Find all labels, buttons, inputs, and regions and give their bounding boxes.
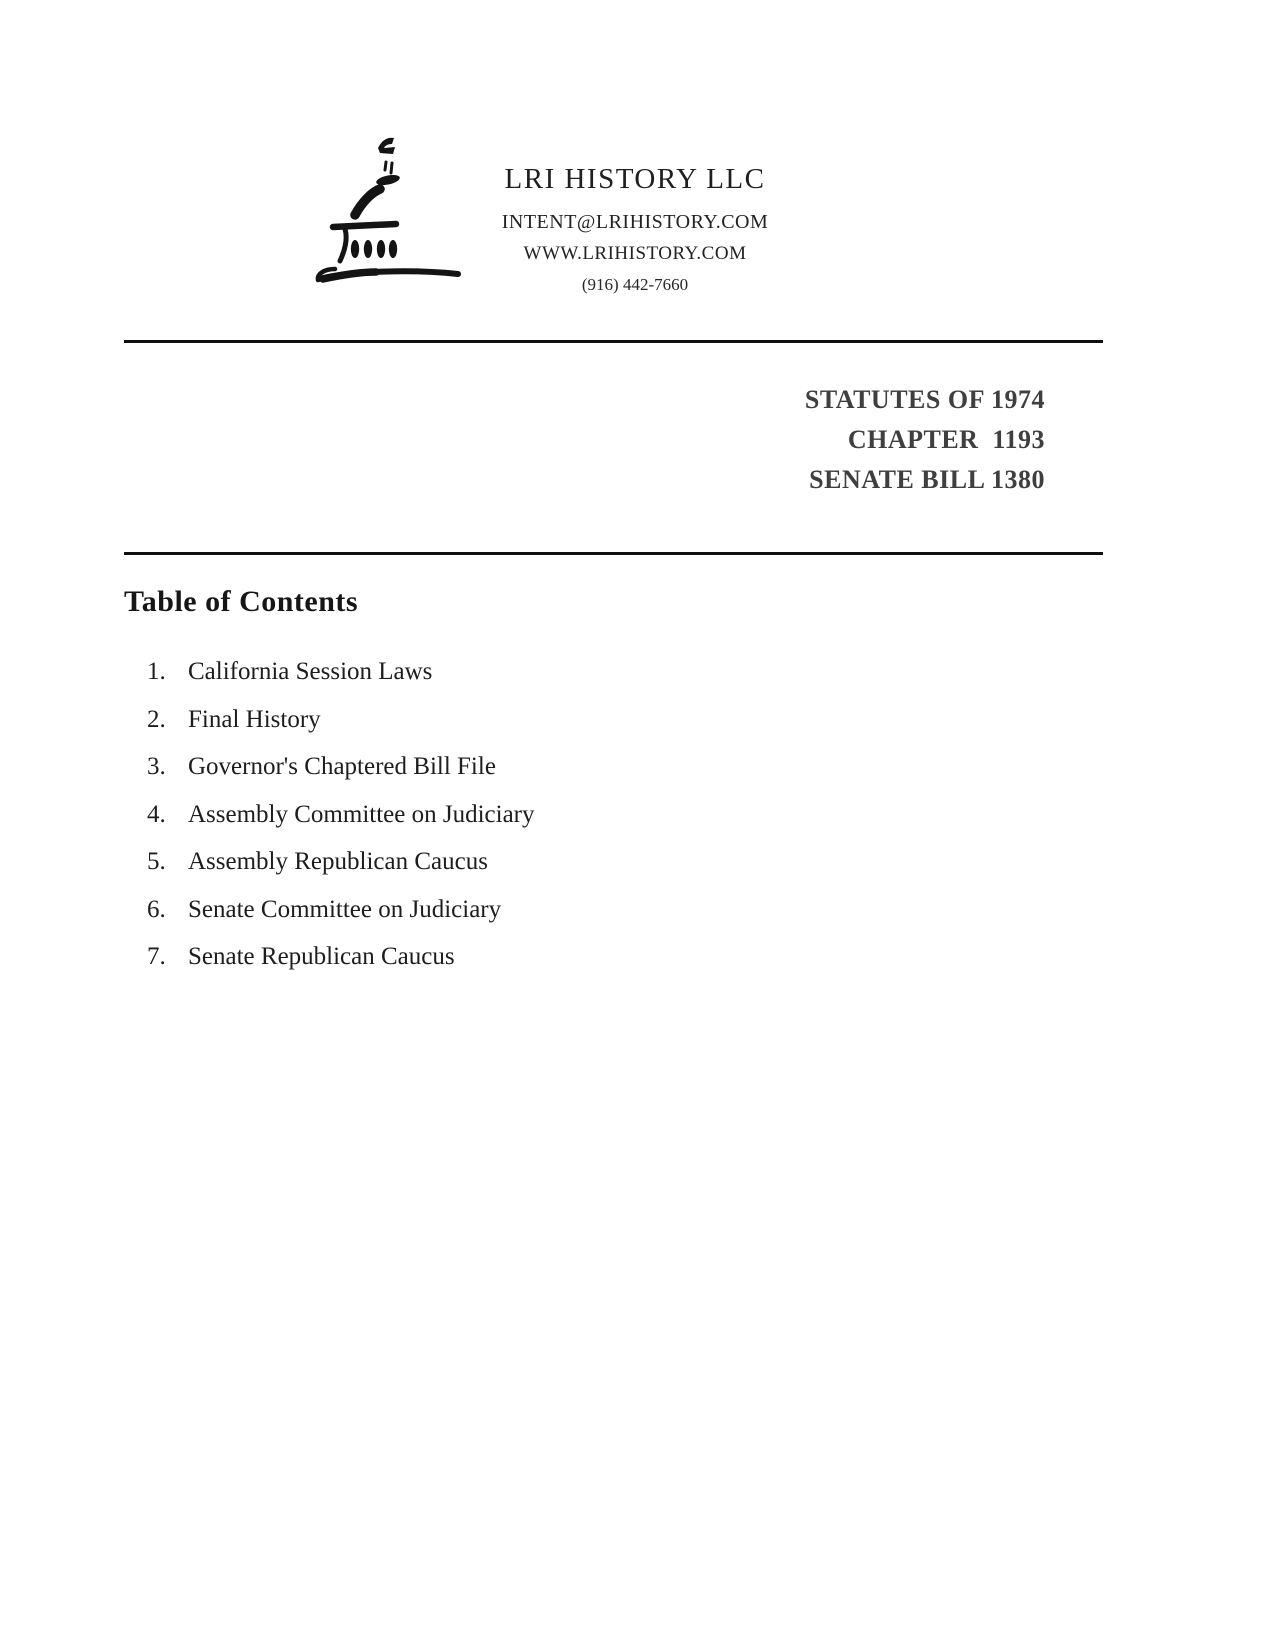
company-email: INTENT@LRIHISTORY.COM <box>501 211 769 233</box>
statutes-year-line: STATUTES OF 1974 <box>804 385 1045 414</box>
toc-item-label: Senate Republican Caucus <box>188 943 455 970</box>
toc-item-number: 4. <box>147 800 166 828</box>
toc-item-number: 3. <box>147 753 166 780</box>
toc-item <box>147 706 534 754</box>
toc-item-label: Assembly Committee on Judiciary <box>188 800 535 828</box>
toc-item-number: 7. <box>147 943 166 970</box>
toc-item-label: Governor's Chaptered Bill File <box>188 753 496 780</box>
divider-bottom <box>124 552 1103 555</box>
chapter-line: CHAPTER 1193 <box>847 425 1045 454</box>
toc-item <box>147 943 534 991</box>
senate-bill-line: SENATE BILL 1380 <box>809 465 1045 494</box>
toc-item-number: 5. <box>147 848 166 875</box>
letterhead <box>420 162 850 296</box>
company-phone: (916) 442-7660 <box>581 275 689 294</box>
toc-item-number: 1. <box>147 658 166 685</box>
toc-item-label: Final History <box>188 705 321 733</box>
toc-item <box>147 753 534 801</box>
toc-item <box>147 896 534 944</box>
company-name: LRI HISTORY LLC <box>504 163 766 195</box>
company-website: WWW.LRIHISTORY.COM <box>523 243 747 264</box>
toc-item <box>147 658 534 706</box>
toc-item-number: 2. <box>147 705 166 733</box>
toc-item-label: California Session Laws <box>188 658 433 685</box>
statute-reference <box>600 380 1045 500</box>
toc-heading: Table of Contents <box>124 585 359 618</box>
toc-item <box>147 801 534 849</box>
toc-item-number: 6. <box>147 895 166 923</box>
toc-item-label: Assembly Republican Caucus <box>188 848 488 875</box>
toc-item <box>147 848 534 896</box>
toc-list <box>147 658 534 991</box>
divider-top <box>124 340 1103 343</box>
toc-item-label: Senate Committee on Judiciary <box>188 895 502 923</box>
